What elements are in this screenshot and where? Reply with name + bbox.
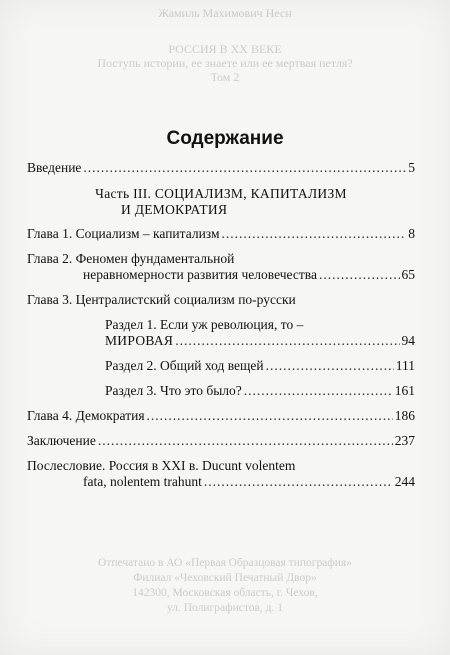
toc-part-heading [27,186,415,218]
toc-entry-afterword[interactable] [27,458,415,490]
leader-dots [175,333,399,349]
toc-label: Раздел 2. Общий ход вещей [105,358,264,373]
toc-entry-chapter-1[interactable] [27,226,415,242]
ghost-line: Том 2 [210,70,240,84]
toc-page-number: 5 [408,160,415,175]
ghost-line: Филиал «Чеховский Печатный Двор» [133,572,317,584]
toc-page-number: 237 [394,433,415,448]
ghost-line: РОССИЯ В XX ВЕКЕ [168,42,282,56]
toc-label: Раздел 3. Что это было? [105,383,242,398]
toc-page-number: 111 [395,358,415,373]
ghost-line: Отпечатано в АО «Первая Образцовая типография» [98,557,352,569]
leader-dots [244,383,393,399]
toc-entry-section-3[interactable] [27,383,415,399]
toc-label-line-1: Глава 2. Феномен фундаментальной [27,251,235,266]
toc-page-number: 244 [394,474,415,489]
show-through-text-bottom [0,556,450,616]
toc-page-number: 94 [401,333,415,348]
ghost-line: Жамиль Махимович Несн [158,6,292,20]
toc-page-number: 8 [408,226,415,241]
toc-label: Глава 1. Социализм – капитализм [27,226,220,241]
toc-page-number: 65 [401,267,415,282]
page-title: Содержание [166,128,284,149]
ghost-line: Поступь истории, ее знаете или ее мертвая петля? [97,56,353,70]
leader-dots [266,358,394,374]
ghost-line: 142300, Московская область, г. Чехов, [132,587,318,599]
leader-dots [147,408,393,424]
leader-dots [204,474,393,490]
toc-entry-section-1[interactable] [27,317,415,349]
toc-entry-intro[interactable] [27,160,415,176]
toc-label: Глава 3. Централистский социализм по-русски [27,292,296,307]
toc-label: Введение [27,160,82,175]
toc-entry-chapter-3[interactable] [27,292,415,308]
toc-label: Глава 4. Демократия [27,408,145,423]
show-through-text-top [0,6,450,84]
toc-entry-chapter-4[interactable] [27,408,415,424]
toc-entry-section-2[interactable] [27,358,415,374]
toc-label: Заключение [27,433,96,448]
leader-dots [83,160,406,176]
leader-dots [98,433,393,449]
leader-dots [319,267,400,283]
toc-page-number: 186 [394,408,415,423]
toc-label-line-2: МИРОВАЯ [105,333,174,348]
toc-page-number: 161 [394,383,415,398]
toc-label-line-1: Послесловие. Россия в XXI в. Ducunt volentem [27,458,296,473]
toc-entry-conclusion[interactable] [27,433,415,449]
toc-label-line-1: Раздел 1. Если уж революция, то – [105,317,304,332]
part-title-line-1: Часть III. СОЦИАЛИЗМ, КАПИТАЛИЗМ [95,186,347,201]
leader-dots [221,226,406,242]
toc-entry-chapter-2[interactable] [27,251,415,283]
toc-label-line-2: неравномерности развития человечества [83,267,317,282]
toc-label-line-2: fata, nolentem trahunt [83,474,202,489]
table-of-contents [27,160,415,499]
part-title-line-2: И ДЕМОКРАТИЯ [121,202,228,217]
ghost-line: ул. Полиграфистов, д. 1 [167,602,283,614]
